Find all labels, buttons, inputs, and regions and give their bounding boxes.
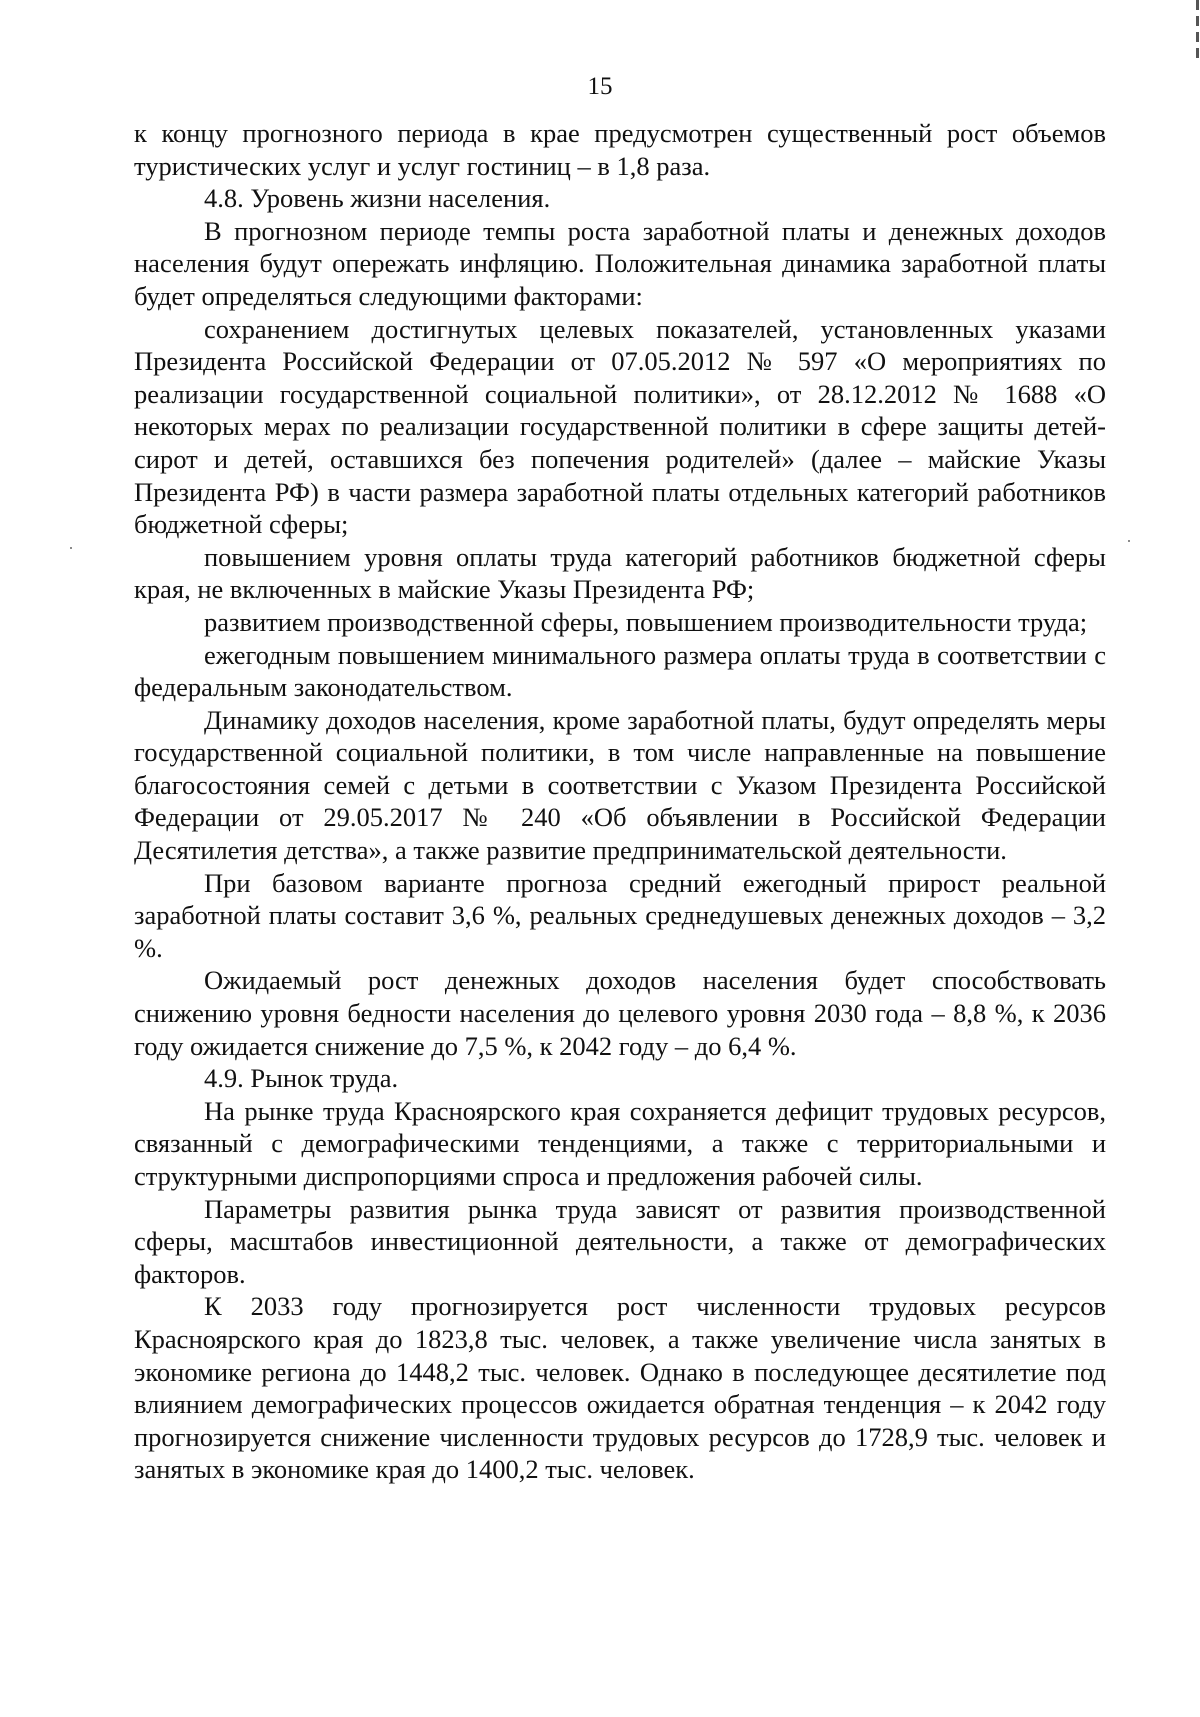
scan-edge-marks — [1196, 0, 1200, 70]
body-text — [134, 117, 1106, 1486]
paragraph: К 2033 году прогнозируется рост численности трудовых ресурсов Красноярского края до 1823,8 тыс. человек, а также увеличение числа занятых в экономике региона до 1448,2 тыс. человек. Однако в последующее десятилетие под влиянием демографических процессов ожидается обратная тенденция – к 2042 году прогнозируется снижение численности трудовых ресурсов до 1728,9 тыс. человек и занятых в экономике края до 1400,2 тыс. человек. — [134, 1291, 1106, 1485]
paragraph: повышением уровня оплаты труда категорий работников бюджетной сферы края, не включенных в майские Указы Президента РФ; — [134, 541, 1106, 605]
paragraph: развитием производственной сферы, повышением производительности труда; — [204, 606, 1088, 637]
paragraph: Ожидаемый рост денежных доходов населения будет способствовать снижению уровня бедности населения до целевого уровня 2030 года – 8,8 %, к 2036 году ожидается снижение до 7,5 %, к 2042 году – до 6,4 %. — [134, 965, 1106, 1061]
scan-speck — [1128, 540, 1130, 542]
paragraph: На рынке труда Красноярского края сохраняется дефицит трудовых ресурсов, связанный с демографическими тенденциями, а также с территориальными и структурными диспропорциями спроса и предложения рабочей силы. — [134, 1095, 1106, 1191]
paragraph: ежегодным повышением минимального размера оплаты труда в соответствии с федеральным законодательством. — [134, 639, 1106, 703]
paragraph: В прогнозном периоде темпы роста заработной платы и денежных доходов населения будут опережать инфляцию. Положительная динамика заработной платы будет определяться следующими факторами: — [134, 215, 1106, 311]
paragraph: При базовом варианте прогноза средний ежегодный прирост реальной заработной платы составит 3,6 %, реальных среднедушевых денежных доходов – 3,2 %. — [134, 867, 1106, 963]
page-number: 15 — [587, 73, 613, 100]
paragraph: Параметры развития рынка труда зависят от развития производственной сферы, масштабов инвестиционной деятельности, а также от демографических факторов. — [134, 1193, 1106, 1289]
paragraph: сохранением достигнутых целевых показателей, установленных указами Президента Российской Федерации от 07.05.2012 № 597 «О мероприятиях по реализации государственной социальной политики», от 28.12.2012 № 1688 «О некоторых мерах по реализации государственной политики в сфере защиты детей-сирот и детей, оставшихся без попечения родителей» (далее – майские Указы Президента РФ) в части размера заработной платы отдельных категорий работников бюджетной сферы; — [134, 313, 1106, 540]
section-heading-4-9: 4.9. Рынок труда. — [204, 1063, 399, 1094]
paragraph: Динамику доходов населения, кроме заработной платы, будут определять меры государственной социальной политики, в том числе направленные на повышение благосостояния семей с детьми в соответствии с Указом Президента Российской Федерации от 29.05.2017 № 240 «Об объявлении в Российской Федерации Десятилетия детства», а также развитие предпринимательской деятельности. — [134, 704, 1106, 866]
paragraph-continuation: к концу прогнозного периода в крае предусмотрен существенный рост объемов туристических услуг и услуг гостиниц – в 1,8 раза. — [134, 118, 1106, 181]
scan-speck — [70, 547, 72, 549]
section-heading-4-8: 4.8. Уровень жизни населения. — [204, 183, 551, 214]
